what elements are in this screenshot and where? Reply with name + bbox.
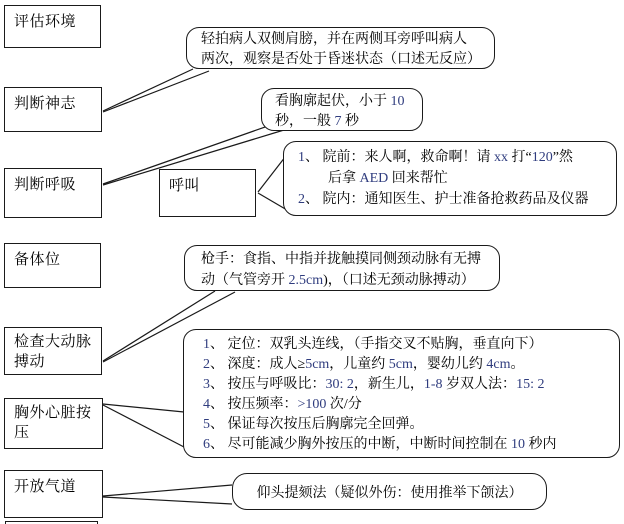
- callout-text-line: 枪手：食指、中指并拢触摸同侧颈动脉有无搏: [201, 252, 481, 267]
- callout-text-line: 看胸廓起伏，小于 10: [275, 94, 405, 109]
- callout-breathing-note: [261, 88, 423, 131]
- callout-text-line: 动（气管旁开 2.5cm)，（口述无颈动脉搏动）: [201, 273, 475, 288]
- flow-box-chest-compression: 胸外心脏按压: [4, 398, 103, 449]
- flow-box-open-airway: 开放气道: [4, 470, 103, 518]
- flow-box-judge-breathing: 判断呼吸: [4, 168, 102, 218]
- callout-text-line: 3、 按压与呼吸比：30: 2，新生儿，1-8 岁双人法：15: 2: [203, 377, 545, 392]
- callout-text-line: 两次，观察是否处于昏迷状态（口述无反应）: [201, 52, 481, 67]
- callout-text-line: 后拿 AED 回来帮忙: [328, 171, 448, 186]
- flow-box-assess-environment: 评估环境: [4, 5, 101, 48]
- connector-line: [103, 497, 232, 504]
- callout-text-line: 仰头提颏法（疑似外伤：使用推举下颌法）: [256, 485, 523, 501]
- connector-line: [103, 69, 193, 111]
- callout-text-line: 6、 尽可能减少胸外按压的中断，中断时间控制在 10 秒内: [203, 437, 557, 452]
- callout-text-line: 秒，一般 7 秒: [275, 114, 359, 129]
- callout-text-line: 2、 深度：成人≥5cm，儿童约 5cm，婴幼儿约 4cm。: [203, 357, 525, 372]
- callout-text-line: 4、 按压频率：>100 次/分: [203, 397, 362, 412]
- flow-box-call: 呼叫: [159, 169, 256, 217]
- callout-text-line: 2、 院内：通知医生、护士准备抢救药品及仪器: [298, 192, 589, 207]
- callout-text-line: 5、 保证每次按压后胸廓完全回弹。: [203, 417, 424, 432]
- callout-text-line: 1、 定位：双乳头连线，（手指交叉不贴胸，垂直向下）: [203, 337, 543, 352]
- callout-consciousness-note: [186, 27, 495, 69]
- flow-box-judge-consciousness: 判断神志: [4, 87, 102, 132]
- flow-box-check-carotid-pulse: 检查大动脉搏动: [4, 327, 102, 375]
- connector-line: [103, 485, 232, 496]
- callout-text-line: 轻拍病人双侧肩膀，并在两侧耳旁呼叫病人: [201, 32, 467, 47]
- callout-airway-note: [232, 473, 547, 510]
- callout-call-for-help-note: [283, 141, 617, 216]
- callout-compression-note: [183, 329, 620, 458]
- flow-box-prepare-position: 备体位: [4, 243, 101, 288]
- connector-line: [103, 71, 209, 112]
- callout-pulse-check-note: [184, 245, 500, 291]
- callout-text-line: 1、 院前：来人啊，救命啊！请 xx 打“120”然: [298, 150, 573, 165]
